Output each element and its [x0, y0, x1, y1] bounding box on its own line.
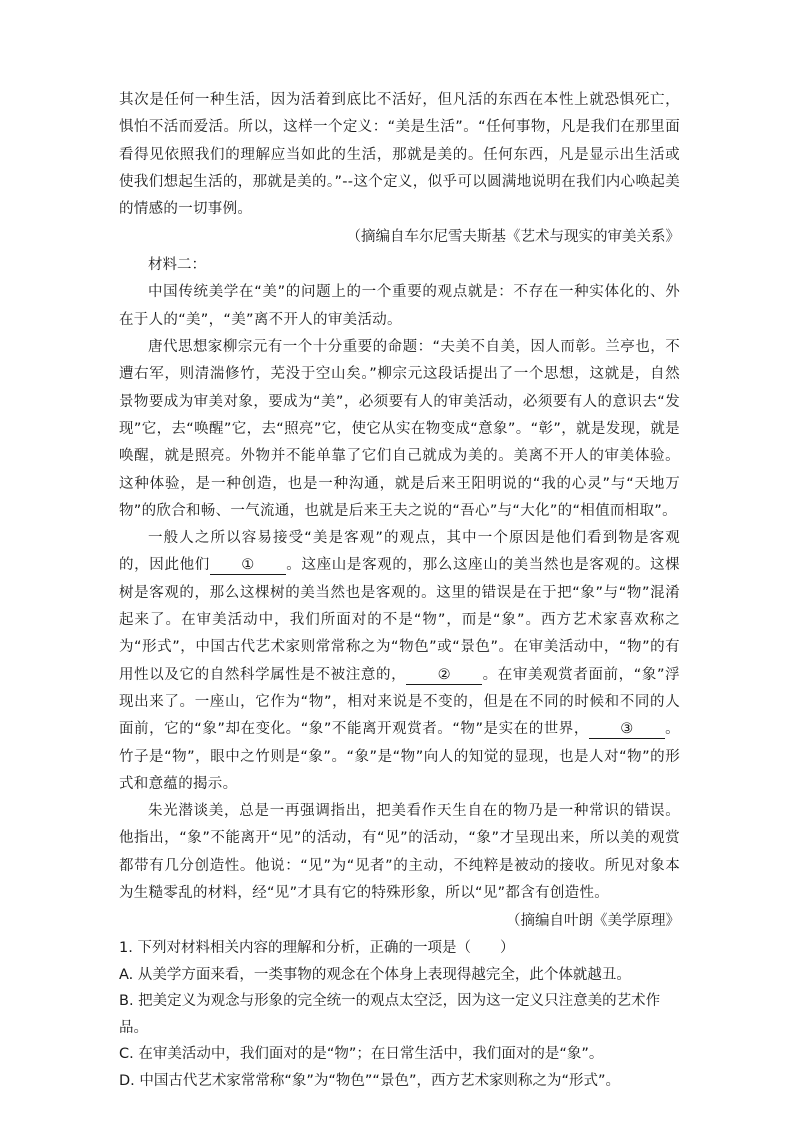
source-citation-2: （摘编自叶朗《美学原理》 [506, 913, 680, 930]
material-one-tail-paragraph: 其次是任何一种生活，因为活着到底比不活好，但凡活的东西在本性上就恐惧死亡，惧怕不活而爱活。所以，这样一个定义：“美是生活”。“任何事物，凡是我们在那里面看得见依照我们的理解应当如此的生活，那就是美的。任何东西，凡是显示出生活或使我们想起生活的，那就是美的。”--这个定义，似乎可以圆满地说明在我们内心唤起美的情感的一切事例。 [119, 92, 680, 218]
blank-3: ③ [589, 720, 665, 739]
option-c: C. 在审美活动中，我们面对的是“物”；在日常生活中，我们面对的是“象”。 [119, 1046, 604, 1063]
paragraph-1: 中国传统美学在“美”的问题上的一个重要的观点就是：不存在一种实体化的、外在于人的“美”，“美”离不开人的审美活动。 [119, 284, 680, 328]
option-b: B. 把美定义为观念与形象的完全统一的观点太空泛，因为这一定义只注意美的艺术作品。 [119, 993, 661, 1036]
option-a: A. 从美学方面来看，一类事物的观念在个体身上表现得越完全，此个体就越丑。 [119, 966, 631, 983]
source-citation-1: （摘编自车尔尼雪夫斯基《艺术与现实的审美关系》 [346, 229, 680, 246]
option-d: D. 中国古代艺术家常常称“象”为“物色”“景色”，西方艺术家则称之为“形式”。 [119, 1072, 620, 1089]
paragraph-3-part-b: 。这座山是客观的，那么这座山的美当然也是客观的。这棵树是客观的，那么这棵树的美当然也是客观的。这里的错误是在于把“象”与“物”混淆起来了。在审美活动中，我们所面对的不是“物”，而是“象”。西方艺术家喜欢称之为“形式”，中国古代艺术家则常常称之为“物色”或“景色”。在审美活动中，“物”的有用性以及它的自然科学属性是不被注意的， [119, 557, 680, 683]
blank-2: ② [406, 666, 482, 685]
question-stem: 1. 下列对材料相关内容的理解和分析，正确的一项是（ ） [119, 940, 515, 957]
paragraph-3-part-d: 。竹子是“物”，眼中之竹则是“象”。“象”是“物”向人的知觉的显现，也是人对“物”的形式和意蕴的揭示。 [119, 721, 680, 792]
material-two-heading: 材料二： [148, 257, 206, 274]
paragraph-3 [119, 525, 680, 798]
paragraph-3-part-c: 。在审美观赏者面前，“象”浮现出来了。一座山，它作为“物”，相对来说是不变的，但是在不同的时候和不同的人面前，它的“象”却在变化。“象”不能离开观赏者。“物”是实在的世界， [119, 666, 680, 738]
blank-1: ① [210, 556, 286, 575]
paragraph-3-part-a: 一般人之所以容易接受“美是客观”的观点，其中一个原因是他们看到物是客观的，因此他们 [119, 530, 680, 574]
paragraph-4: 朱光潜谈美，总是一再强调指出，把美看作天生自在的物乃是一种常识的错误。他指出，“象”不能离开“见”的活动，有“见”的活动，“象”才呈现出来，所以美的观赏都带有几分创造性。他说：“见”为“见者”的主动，不纯粹是被动的接收。所见对象本为生糙零乱的材料，经“见”才具有它的特殊形象，所以“见”都含有创造性。 [119, 803, 680, 902]
paragraph-2: 唐代思想家柳宗元有一个十分重要的命题：“夫美不自美，因人而彰。兰亭也，不遭右军，则清湍修竹，芜没于空山矣。”柳宗元这段话提出了一个思想，这就是，自然景物要成为审美对象，要成为“美”，必须要有人的审美活动，必须要有人的意识去“发现”它，去“唤醒”它，去“照亮”它，使它从实在物变成“意象”。“彰”，就是发现，就是唤醒，就是照亮。外物并不能单靠了它们自己就成为美的。美离不开人的审美体验。这种体验，是一种创造，也是一种沟通，就是后来王阳明说的“我的心灵”与“天地万物”的欣合和畅、一气流通，也就是后来王夫之说的“吾心”与“大化”的“相值而相取”。 [119, 339, 680, 519]
